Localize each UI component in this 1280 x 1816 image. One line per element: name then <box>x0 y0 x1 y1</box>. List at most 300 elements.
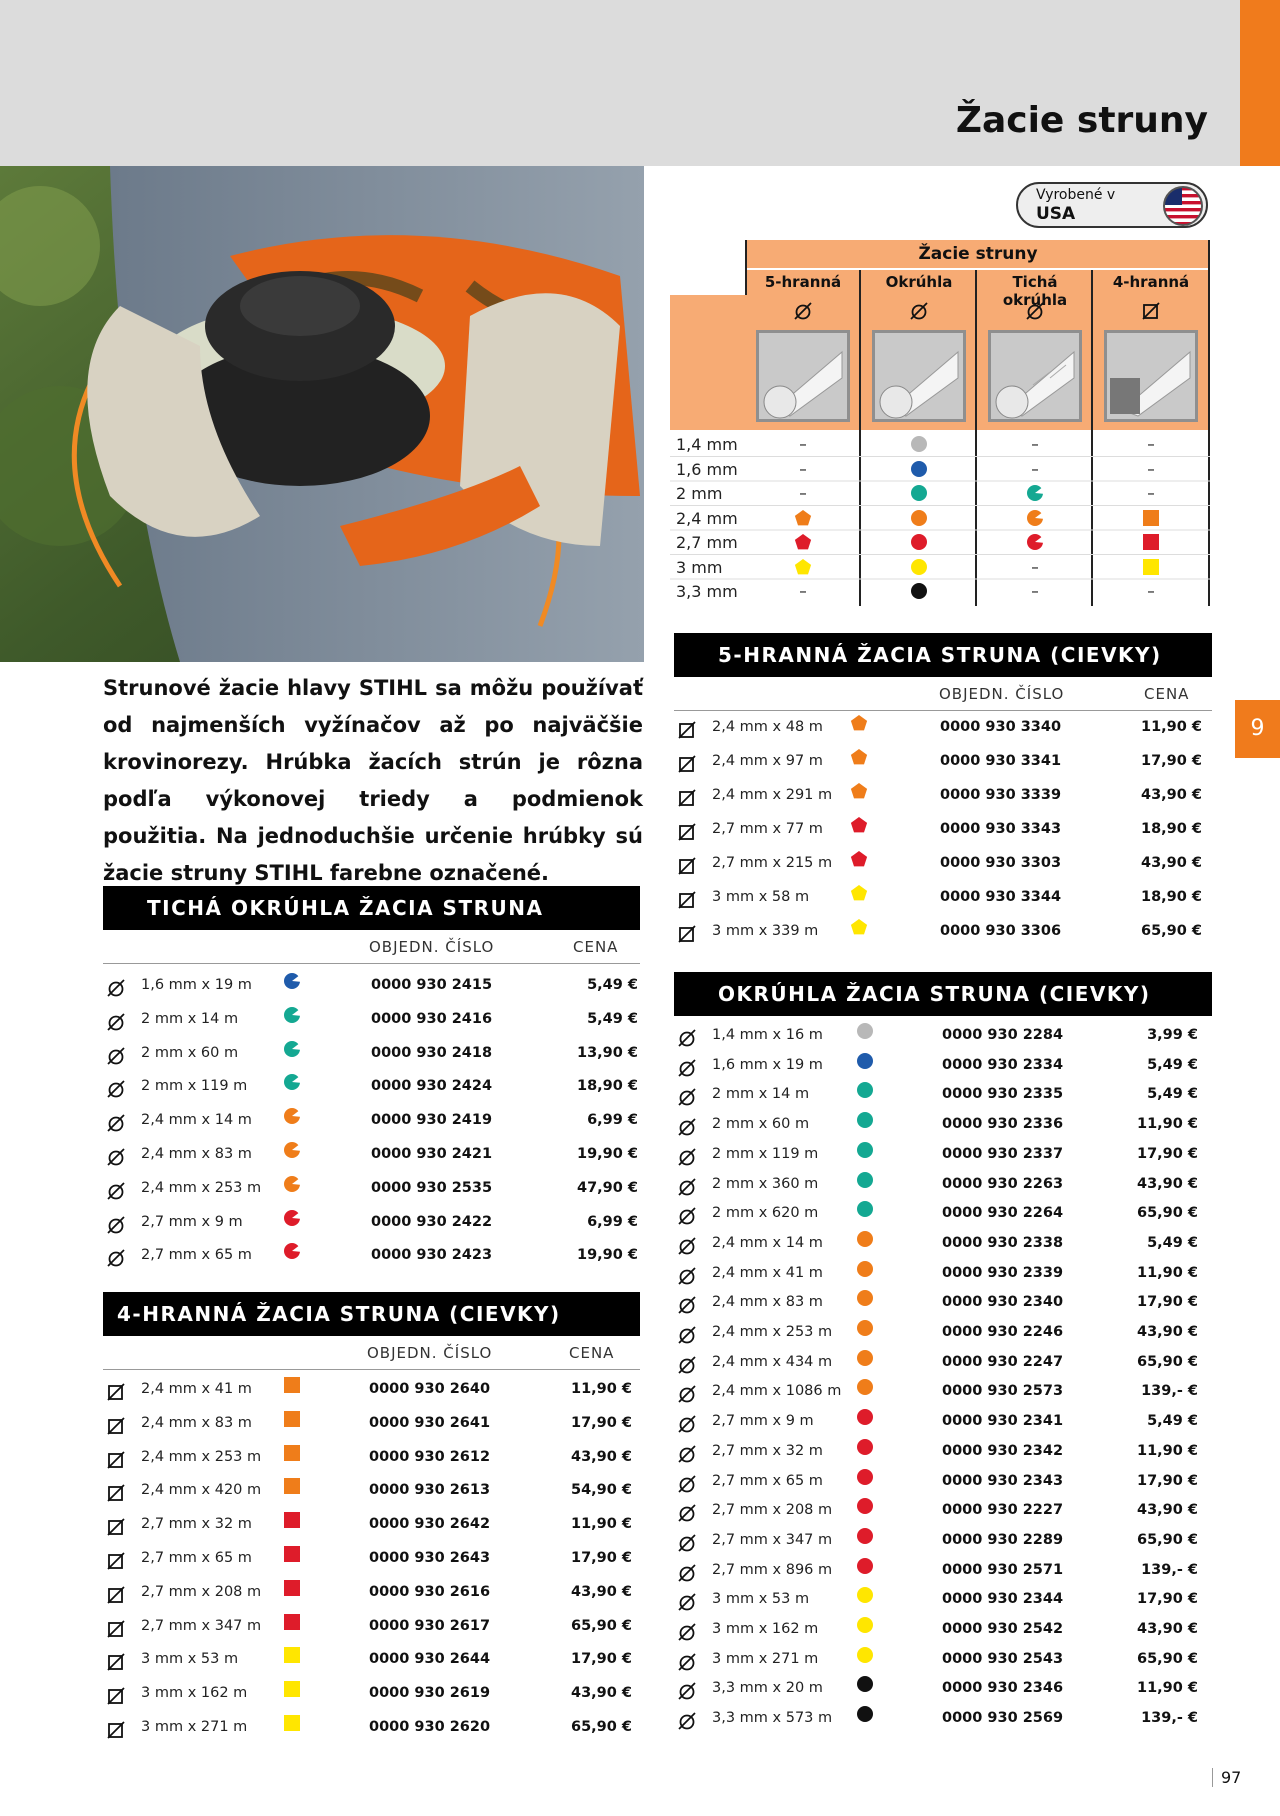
row-price: 11,90 € <box>1136 1442 1198 1459</box>
overview-size-label: 2,4 mm <box>676 508 738 528</box>
blue-notched-marker <box>283 972 301 994</box>
row-order-number: 0000 930 2264 <box>942 1205 1064 1222</box>
overview-side-bg <box>670 295 746 430</box>
row-price: 11,90 € <box>1136 1680 1198 1697</box>
circle-line-sample-image <box>872 330 966 422</box>
row-order-number: 0000 930 2341 <box>942 1413 1064 1430</box>
row-price: 17,90 € <box>570 1550 632 1566</box>
diameter-symbol-icon <box>107 1148 125 1166</box>
notched-line-sample-image <box>988 330 1082 422</box>
diameter-symbol-icon <box>107 1114 125 1132</box>
diameter-symbol-icon <box>678 1059 696 1077</box>
yellow-circle-marker <box>910 558 928 580</box>
diameter-symbol-icon <box>107 1080 125 1098</box>
overview-column-1: 5-hranná <box>764 273 842 291</box>
row-dimension: 3,3 mm x 573 m <box>712 1710 833 1727</box>
orange-notched-marker <box>283 1107 301 1129</box>
table-row <box>103 1209 640 1239</box>
row-order-number: 0000 930 2644 <box>369 1651 491 1668</box>
row-dimension: 2,7 mm x 32 m <box>141 1516 252 1533</box>
table-row <box>674 1527 1212 1557</box>
row-order-number: 0000 930 3339 <box>940 787 1062 803</box>
overview-cell-empty: – <box>1031 459 1039 478</box>
diameter-symbol-icon <box>678 1593 696 1611</box>
row-dimension: 2,4 mm x 253 m <box>141 1448 262 1465</box>
teal-notched-marker <box>283 1040 301 1062</box>
square-symbol-icon <box>107 1721 125 1739</box>
overview-cell-empty: – <box>1147 459 1155 478</box>
row-price: 17,90 € <box>570 1651 632 1668</box>
row-dimension: 2,4 mm x 420 m <box>141 1482 262 1499</box>
diameter-symbol-icon <box>678 1712 696 1730</box>
table-row <box>103 1073 640 1103</box>
table-row <box>103 1680 640 1710</box>
section-title: TICHÁ OKRÚHLA ŽACIA STRUNA (CIEVKY) <box>103 886 640 930</box>
row-order-number: 0000 930 2619 <box>369 1685 491 1702</box>
row-price: 13,90 € <box>576 1044 638 1061</box>
square-symbol-icon <box>107 1586 125 1604</box>
row-dimension: 3 mm x 53 m <box>141 1651 239 1668</box>
diameter-symbol-icon <box>794 302 812 324</box>
orange-circle-marker <box>856 1289 874 1311</box>
row-price: 47,90 € <box>576 1179 638 1196</box>
orange-notched-marker <box>283 1141 301 1163</box>
row-price: 139,- € <box>1141 1710 1198 1727</box>
table-row <box>674 1616 1212 1646</box>
row-dimension: 3 mm x 162 m <box>141 1685 248 1702</box>
row-price: 5,49 € <box>587 1010 638 1027</box>
row-order-number: 0000 930 2571 <box>942 1561 1064 1578</box>
row-price: 17,90 € <box>1136 1145 1198 1162</box>
row-dimension: 2 mm x 14 m <box>712 1086 810 1103</box>
red-notched-marker <box>283 1242 301 1264</box>
table-row <box>674 1022 1212 1052</box>
overview-cell-empty: – <box>799 435 807 453</box>
row-price: 18,90 € <box>1140 821 1202 837</box>
row-dimension: 2,7 mm x 65 m <box>141 1247 252 1264</box>
square-symbol-icon <box>107 1620 125 1638</box>
row-order-number: 0000 930 3340 <box>940 719 1062 735</box>
overview-cell-empty: – <box>1031 557 1039 576</box>
table-row <box>103 1646 640 1676</box>
row-dimension: 2,4 mm x 41 m <box>712 1264 823 1281</box>
yellow-circle-marker <box>856 1586 874 1608</box>
diameter-symbol-icon <box>678 1534 696 1552</box>
row-order-number: 0000 930 2640 <box>369 1381 491 1397</box>
red-square-marker <box>283 1613 301 1635</box>
table-row <box>674 1675 1212 1705</box>
red-square-marker <box>283 1579 301 1601</box>
table-row <box>674 1111 1212 1141</box>
table-row <box>674 1081 1212 1111</box>
orange-pentagon-marker <box>850 748 868 770</box>
row-order-number: 0000 930 2643 <box>369 1550 491 1566</box>
row-dimension: 3 mm x 162 m <box>712 1621 819 1637</box>
table-row <box>103 1376 640 1406</box>
red-circle-marker <box>856 1408 874 1430</box>
square-line-sample-image <box>1104 330 1198 422</box>
table-row <box>103 1579 640 1609</box>
table-row <box>103 1444 640 1474</box>
row-price: 18,90 € <box>1140 889 1202 905</box>
row-order-number: 0000 930 2338 <box>942 1234 1064 1251</box>
overview-cell-empty: – <box>799 459 807 478</box>
row-price: 5,49 € <box>1147 1086 1198 1103</box>
orange-square-marker <box>283 1444 301 1466</box>
orange-circle-marker <box>856 1260 874 1282</box>
row-price: 43,90 € <box>570 1448 632 1465</box>
accent-tab <box>1240 0 1280 166</box>
row-order-number: 0000 930 2334 <box>942 1056 1064 1073</box>
row-order-number: 0000 930 2415 <box>371 977 493 993</box>
row-dimension: 2 mm x 360 m <box>712 1175 819 1192</box>
overview-cell-empty: – <box>1031 582 1039 600</box>
row-dimension: 2,4 mm x 14 m <box>712 1234 823 1251</box>
diameter-symbol-icon <box>678 1653 696 1671</box>
orange-pentagon-marker <box>850 782 868 804</box>
row-dimension: 2 mm x 14 m <box>141 1010 239 1027</box>
row-dimension: 2,4 mm x 97 m <box>712 753 823 769</box>
row-order-number: 0000 930 2263 <box>942 1175 1064 1192</box>
table-row <box>674 918 1212 948</box>
row-dimension: 2,4 mm x 291 m <box>712 787 833 803</box>
row-price: 65,90 € <box>570 1719 632 1735</box>
row-order-number: 0000 930 2535 <box>371 1179 493 1196</box>
column-header-code: OBJEDN. ČÍSLO <box>367 1344 493 1362</box>
row-order-number: 0000 930 2339 <box>942 1264 1064 1281</box>
table-row <box>674 1141 1212 1171</box>
table-row <box>674 1378 1212 1408</box>
table-row <box>103 1006 640 1036</box>
diameter-symbol-icon <box>678 1178 696 1196</box>
table-row <box>674 1230 1212 1260</box>
diameter-symbol-icon <box>107 1182 125 1200</box>
diameter-symbol-icon <box>107 1216 125 1234</box>
table-row <box>674 714 1212 744</box>
orange-notched-marker <box>283 1175 301 1197</box>
section-title: 4-HRANNÁ ŽACIA STRUNA (CIEVKY) <box>103 1292 640 1336</box>
table-row <box>674 1289 1212 1319</box>
overview-title: Žacie struny <box>918 244 1038 264</box>
product-photo <box>0 166 644 662</box>
row-order-number: 0000 930 2336 <box>942 1116 1064 1133</box>
row-order-number: 0000 930 2227 <box>942 1502 1064 1519</box>
diameter-symbol-icon <box>107 979 125 997</box>
table-row <box>674 1586 1212 1616</box>
row-dimension: 2,4 mm x 253 m <box>712 1324 833 1340</box>
row-price: 11,90 € <box>1140 719 1202 735</box>
row-dimension: 2,7 mm x 215 m <box>712 855 833 871</box>
table-row <box>103 1040 640 1070</box>
row-order-number: 0000 930 2247 <box>942 1353 1064 1370</box>
row-price: 65,90 € <box>1136 1353 1198 1370</box>
column-header-price: CENA <box>569 1344 615 1362</box>
diameter-symbol-icon <box>678 1118 696 1136</box>
row-price: 43,90 € <box>1136 1324 1198 1340</box>
gray-circle-marker <box>910 435 928 457</box>
chapter-tab: 9 <box>1235 700 1280 758</box>
line-overview-table <box>670 240 1210 606</box>
row-price: 43,90 € <box>1136 1621 1198 1637</box>
row-dimension: 2,7 mm x 347 m <box>712 1531 833 1548</box>
orange-square-marker <box>283 1410 301 1432</box>
header-band <box>0 0 1280 166</box>
row-dimension: 3,3 mm x 20 m <box>712 1680 823 1697</box>
row-price: 6,99 € <box>587 1213 638 1230</box>
red-square-marker <box>1142 533 1160 555</box>
row-price: 17,90 € <box>1136 1591 1198 1608</box>
row-order-number: 0000 930 2641 <box>369 1414 491 1431</box>
diameter-symbol-icon <box>107 1013 125 1031</box>
badge-line2: USA <box>1036 204 1076 224</box>
orange-notched-marker <box>1026 509 1044 531</box>
overview-column-3: Tichá okrúhla <box>1002 273 1068 309</box>
row-price: 43,90 € <box>1136 1175 1198 1192</box>
diameter-symbol-icon <box>678 1445 696 1463</box>
square-symbol-icon <box>678 925 696 943</box>
row-order-number: 0000 930 2246 <box>942 1324 1064 1340</box>
teal-circle-marker <box>856 1081 874 1103</box>
red-circle-marker <box>856 1438 874 1460</box>
table-row <box>103 1141 640 1171</box>
table-row <box>674 1260 1212 1290</box>
orange-square-marker <box>283 1376 301 1398</box>
diameter-symbol-icon <box>678 1504 696 1522</box>
row-order-number: 0000 930 3343 <box>940 821 1062 837</box>
square-line-table <box>103 1292 640 1748</box>
red-pentagon-marker <box>794 533 812 555</box>
yellow-square-marker <box>283 1646 301 1668</box>
diameter-symbol-icon <box>678 1237 696 1255</box>
red-notched-marker <box>1026 533 1044 555</box>
row-dimension: 2 mm x 60 m <box>141 1044 239 1061</box>
row-order-number: 0000 930 2573 <box>942 1383 1064 1400</box>
square-symbol-icon <box>1142 302 1160 324</box>
row-price: 11,90 € <box>570 1381 632 1397</box>
table-row <box>103 1107 640 1137</box>
yellow-square-marker <box>283 1714 301 1736</box>
pentagon-line-sample-image <box>756 330 850 422</box>
red-circle-marker <box>910 533 928 555</box>
diameter-symbol-icon <box>678 1623 696 1641</box>
row-order-number: 0000 930 2620 <box>369 1719 491 1735</box>
diameter-symbol-icon <box>107 1047 125 1065</box>
overview-cell-empty: – <box>799 582 807 600</box>
row-price: 17,90 € <box>1136 1294 1198 1311</box>
black-circle-marker <box>856 1675 874 1697</box>
row-price: 17,90 € <box>570 1414 632 1431</box>
yellow-square-marker <box>283 1680 301 1702</box>
diameter-symbol-icon <box>678 1415 696 1433</box>
row-dimension: 2,4 mm x 83 m <box>141 1146 252 1162</box>
square-symbol-icon <box>678 721 696 739</box>
table-row <box>674 782 1212 812</box>
row-dimension: 3 mm x 339 m <box>712 923 819 939</box>
diameter-symbol-icon <box>107 1249 125 1267</box>
row-dimension: 2,7 mm x 347 m <box>141 1617 262 1634</box>
square-symbol-icon <box>107 1484 125 1502</box>
square-symbol-icon <box>107 1552 125 1570</box>
teal-notched-marker <box>1026 484 1044 506</box>
row-price: 54,90 € <box>570 1482 632 1499</box>
row-order-number: 0000 930 2617 <box>369 1617 491 1634</box>
square-symbol-icon <box>107 1687 125 1705</box>
row-order-number: 0000 930 3303 <box>940 855 1062 871</box>
red-pentagon-marker <box>850 816 868 838</box>
silent-round-table <box>103 886 640 1276</box>
table-row <box>674 816 1212 846</box>
table-row <box>103 1410 640 1440</box>
table-row <box>674 1319 1212 1349</box>
diameter-symbol-icon <box>678 1267 696 1285</box>
row-dimension: 3 mm x 53 m <box>712 1591 810 1608</box>
row-dimension: 1,6 mm x 19 m <box>141 977 252 993</box>
orange-pentagon-marker <box>850 714 868 736</box>
diameter-symbol-icon <box>1026 302 1044 324</box>
intro-paragraph: Strunové žacie hlavy STIHL sa môžu používať od najmenších vyžínačov až po najväčšie krovinorezy. Hrúbka žacích strún je rôzna podľa výkonovej triedy a podmienok použitia. Na jednoduchšie určenie hrúbky sú žacie struny STIHL farebne označené. <box>103 676 643 885</box>
made-in-usa-badge <box>1016 182 1208 228</box>
row-order-number: 0000 930 2424 <box>371 1078 493 1095</box>
table-row <box>103 1477 640 1507</box>
orange-circle-marker <box>856 1230 874 1252</box>
red-pentagon-marker <box>850 850 868 872</box>
section-title: 5-HRANNÁ ŽACIA STRUNA (CIEVKY) <box>674 633 1212 677</box>
yellow-pentagon-marker <box>850 884 868 906</box>
table-row <box>103 1545 640 1575</box>
teal-notched-marker <box>283 1073 301 1095</box>
row-price: 5,49 € <box>1147 1234 1198 1251</box>
table-row <box>674 748 1212 778</box>
gray-circle-marker <box>856 1022 874 1044</box>
row-dimension: 2,7 mm x 32 m <box>712 1442 823 1459</box>
overview-cell-empty: – <box>1031 435 1039 453</box>
diameter-symbol-icon <box>678 1207 696 1225</box>
yellow-square-marker <box>1142 558 1160 580</box>
column-header-price: CENA <box>573 938 619 956</box>
square-symbol-icon <box>107 1383 125 1401</box>
row-order-number: 0000 930 3344 <box>940 889 1062 905</box>
row-dimension: 2,4 mm x 83 m <box>141 1414 252 1431</box>
row-dimension: 3 mm x 271 m <box>712 1650 819 1667</box>
diameter-symbol-icon <box>678 1564 696 1582</box>
row-order-number: 0000 930 2542 <box>942 1621 1064 1637</box>
section-title: OKRÚHLA ŽACIA STRUNA (CIEVKY) <box>674 972 1212 1016</box>
overview-size-label: 3,3 mm <box>676 582 738 601</box>
row-dimension: 2 mm x 119 m <box>141 1078 248 1095</box>
square-symbol-icon <box>107 1653 125 1671</box>
table-row <box>674 1705 1212 1735</box>
diameter-symbol-icon <box>910 302 928 324</box>
red-circle-marker <box>856 1497 874 1519</box>
teal-circle-marker <box>856 1141 874 1163</box>
row-order-number: 0000 930 2289 <box>942 1531 1064 1548</box>
row-dimension: 1,6 mm x 19 m <box>712 1056 823 1073</box>
overview-cell-empty: – <box>799 484 807 502</box>
square-symbol-icon <box>678 789 696 807</box>
square-symbol-icon <box>107 1451 125 1469</box>
row-dimension: 3 mm x 58 m <box>712 889 810 905</box>
row-dimension: 2,7 mm x 896 m <box>712 1561 833 1578</box>
row-price: 139,- € <box>1141 1561 1198 1578</box>
row-price: 43,90 € <box>1136 1502 1198 1519</box>
yellow-pentagon-marker <box>850 918 868 940</box>
row-dimension: 2,4 mm x 41 m <box>141 1381 252 1397</box>
row-order-number: 0000 930 3306 <box>940 923 1062 939</box>
row-order-number: 0000 930 2284 <box>942 1027 1064 1043</box>
diameter-symbol-icon <box>678 1682 696 1700</box>
square-symbol-icon <box>107 1518 125 1536</box>
table-row <box>103 1175 640 1205</box>
row-order-number: 0000 930 2344 <box>942 1591 1064 1608</box>
table-row <box>674 1349 1212 1379</box>
row-price: 139,- € <box>1141 1383 1198 1400</box>
row-price: 19,90 € <box>576 1146 638 1162</box>
orange-circle-marker <box>856 1319 874 1341</box>
round-line-table <box>674 972 1212 1735</box>
row-order-number: 0000 930 2543 <box>942 1650 1064 1667</box>
row-order-number: 0000 930 2335 <box>942 1086 1064 1103</box>
black-circle-marker <box>856 1705 874 1727</box>
square-symbol-icon <box>678 755 696 773</box>
row-price: 17,90 € <box>1140 753 1202 769</box>
overview-size-label: 1,4 mm <box>676 435 738 454</box>
row-order-number: 0000 930 2340 <box>942 1294 1064 1311</box>
table-row <box>674 1646 1212 1676</box>
teal-circle-marker <box>856 1171 874 1193</box>
row-price: 5,49 € <box>1147 1056 1198 1073</box>
row-price: 3,99 € <box>1147 1027 1198 1043</box>
blue-circle-marker <box>856 1052 874 1074</box>
row-order-number: 0000 930 2569 <box>942 1710 1064 1727</box>
table-row <box>103 1613 640 1643</box>
badge-line1: Vyrobené v <box>1036 187 1116 203</box>
row-price: 19,90 € <box>576 1247 638 1264</box>
blue-circle-marker <box>910 460 928 482</box>
row-price: 5,49 € <box>587 977 638 993</box>
row-price: 11,90 € <box>570 1516 632 1533</box>
table-row <box>674 1052 1212 1082</box>
row-dimension: 2 mm x 119 m <box>712 1145 819 1162</box>
row-dimension: 3 mm x 271 m <box>141 1719 248 1735</box>
row-price: 65,90 € <box>1136 1650 1198 1667</box>
table-row <box>674 1171 1212 1201</box>
orange-pentagon-marker <box>794 509 812 531</box>
row-price: 6,99 € <box>587 1112 638 1129</box>
row-dimension: 2,4 mm x 434 m <box>712 1353 833 1370</box>
row-dimension: 2,4 mm x 253 m <box>141 1179 262 1196</box>
row-dimension: 2,7 mm x 77 m <box>712 821 823 837</box>
row-dimension: 2,4 mm x 48 m <box>712 719 823 735</box>
row-price: 43,90 € <box>570 1685 632 1702</box>
table-row <box>103 1511 640 1541</box>
row-dimension: 2,7 mm x 208 m <box>141 1583 262 1600</box>
square-symbol-icon <box>678 823 696 841</box>
diameter-symbol-icon <box>678 1029 696 1047</box>
row-order-number: 0000 930 2616 <box>369 1583 491 1600</box>
table-row <box>674 1468 1212 1498</box>
diameter-symbol-icon <box>678 1296 696 1314</box>
overview-column-4: 4-hranná <box>1112 273 1190 291</box>
row-order-number: 0000 930 2612 <box>369 1448 491 1465</box>
orange-circle-marker <box>856 1378 874 1400</box>
column-header-code: OBJEDN. ČÍSLO <box>369 938 495 956</box>
row-price: 5,49 € <box>1147 1413 1198 1430</box>
table-row <box>674 850 1212 880</box>
table-row <box>674 1200 1212 1230</box>
row-order-number: 0000 930 2422 <box>371 1213 493 1230</box>
square-symbol-icon <box>678 891 696 909</box>
orange-circle-marker <box>856 1349 874 1371</box>
